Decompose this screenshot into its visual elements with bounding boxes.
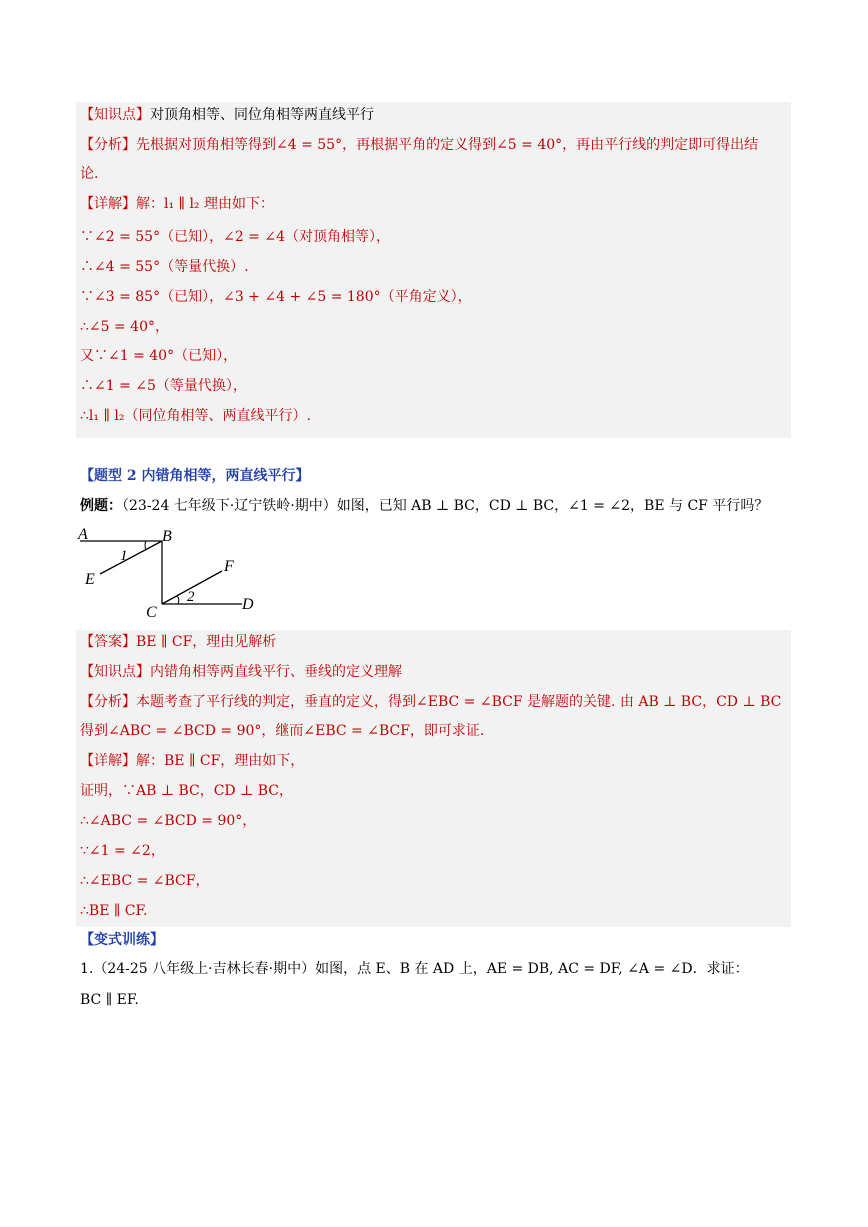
step-line: ∵∠3 = 85°（已知），∠3 + ∠4 + ∠5 = 180°（平角定义），: [80, 289, 472, 305]
step-line: ∴∠4 = 55°（等量代换）.: [80, 259, 249, 275]
label-2: 2: [187, 589, 195, 605]
answer-2: 【答案】BE ∥ CF，理由见解析: [80, 634, 277, 650]
analysis-1-line1: 【分析】先根据对顶角相等得到∠4 = 55°，再根据平角的定义得到∠5 = 40°，再由平行线的判定即可得出结: [80, 137, 759, 153]
section-title-variant: 【变式训练】: [80, 932, 164, 948]
example-question: 例题：（23-24 七年级下·辽宁铁岭·期中）如图，已知 AB ⊥ BC，CD ⊥ BC，∠1 = ∠2，BE 与 CF 平行吗？: [80, 498, 769, 514]
step-line: ∵∠2 = 55°（已知），∠2 = ∠4（对顶角相等），: [80, 229, 390, 245]
detail-1: 【详解】解：l₁ ∥ l₂ 理由如下：: [80, 196, 274, 212]
analysis-2-line1: 【分析】本题考查了平行线的判定，垂直的定义，得到∠EBC = ∠BCF 是解题的关键. 由 AB ⊥ BC，CD ⊥ BC: [80, 694, 782, 710]
variant-question-1: 1.（24-25 八年级上·吉林长春·期中）如图，点 E、B 在 AD 上，AE = DB, AC = DF, ∠A = ∠D．求证：: [80, 961, 749, 977]
angle-1-arc: [145, 541, 146, 550]
step-line: 又∵∠1 = 40°（已知），: [80, 348, 238, 364]
label-a: A: [78, 526, 88, 543]
angle-2-arc: [177, 596, 179, 604]
knowledge-point-2: 【知识点】内错角相等两直线平行、垂线的定义理解: [80, 664, 402, 680]
section-title-type2: 【题型 2 内错角相等，两直线平行】: [80, 468, 310, 484]
knowledge-point-1: 【知识点】对顶角相等、同位角相等两直线平行: [80, 107, 374, 123]
step-line: ∴BE ∥ CF.: [80, 903, 148, 919]
analysis-1-line2: 论.: [80, 166, 99, 182]
step-line: ∵∠1 = ∠2，: [80, 843, 165, 859]
step-line: ∴∠ABC = ∠BCD = 90°，: [80, 813, 257, 829]
variant-question-1-cont: BC ∥ EF.: [80, 992, 139, 1008]
label-d: D: [242, 596, 254, 613]
label-f: F: [224, 558, 234, 575]
step-line: 证明，∵AB ⊥ BC，CD ⊥ BC，: [80, 783, 293, 799]
step-line: ∴l₁ ∥ l₂（同位角相等、两直线平行）.: [80, 408, 311, 424]
segment-be: [100, 541, 162, 574]
label-c: C: [146, 604, 157, 620]
step-line: ∴∠1 = ∠5（等量代换），: [80, 378, 247, 394]
analysis-2-line2: 得到∠ABC = ∠BCD = 90°，继而∠EBC = ∠BCF，即可求证.: [80, 723, 485, 739]
label-e: E: [85, 571, 95, 588]
geometry-figure: [76, 524, 266, 620]
step-line: ∴∠5 = 40°，: [80, 319, 169, 335]
label-1: 1: [120, 548, 128, 564]
step-line: ∴∠EBC = ∠BCF，: [80, 873, 210, 889]
label-b: B: [162, 528, 172, 545]
detail-2: 【详解】解：BE ∥ CF，理由如下，: [80, 753, 305, 769]
